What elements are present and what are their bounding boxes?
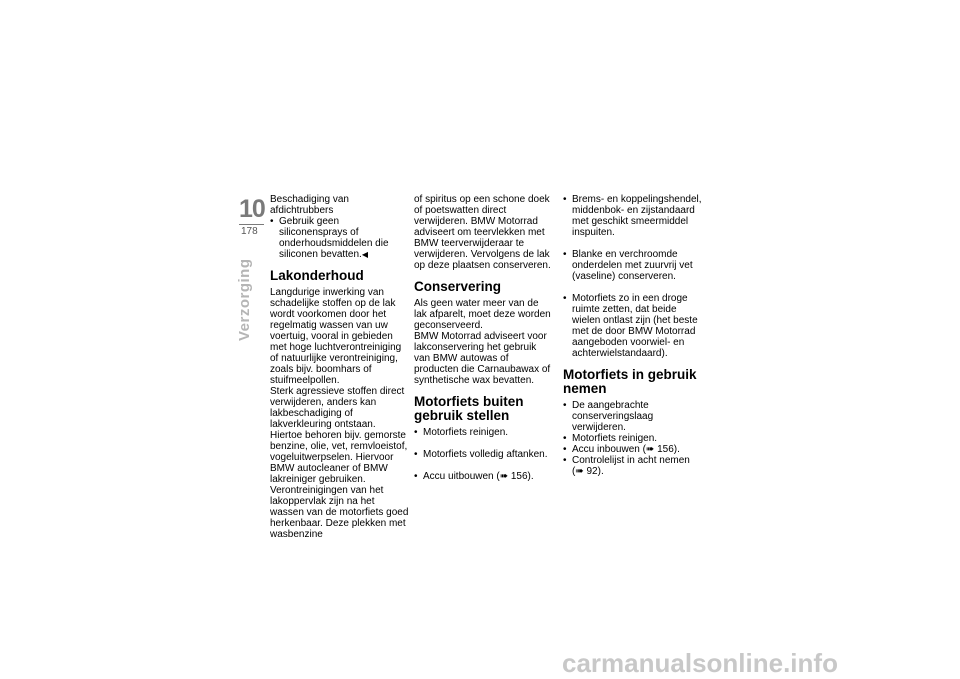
list-item: • Accu inbouwen (➠ 156). (563, 444, 703, 455)
heading-lakonderhoud: Lakonderhoud (270, 268, 364, 283)
list-item: • De aangebrachte conserveringslaag verwijderen. (563, 400, 703, 433)
bullet-list (414, 427, 554, 482)
paragraph: BMW Motorrad adviseert voor lakconservering het gebruik van BMW autowas of producten die Carnaubawax of synthetische wax bevatten. (414, 331, 551, 386)
heading-buiten-gebruik: Motorfiets buiten gebruik stellen (414, 394, 524, 423)
list-item: • Accu uitbouwen (➠ 156). (414, 471, 554, 482)
intro-text: Beschadiging van afdichtrubbers (270, 194, 349, 216)
section-label: Verzorging (236, 258, 253, 341)
chapter-number: 10 (239, 195, 265, 223)
paragraph: Sterk agressieve stoffen direct verwijderen, anders kan lakbeschadiging of lakverkleuring ontstaan. Hiertoe behoren bijv. gemorste benzine, olie, vet, remvloeistof, vogeluitwerpselen. Hiervoor BMW autocleaner of BMW lakreiniger gebruiken. (270, 386, 408, 485)
list-item: • Brems- en koppelingshendel, middenbok- en zijstandaard met geschikt smeermiddel inspuiten. (563, 194, 703, 238)
page-number: 178 (241, 226, 258, 237)
bullet-list (563, 400, 703, 477)
list-item: • Motorfiets reinigen. (563, 433, 703, 444)
column-2 (414, 194, 554, 493)
paragraph: of spiritus op een schone doek of poetswatten direct verwijderen. BMW Motorrad adviseert om teervlekken met BMW teerverwijderaar te verwijderen. Vervolgens de lak op deze plaatsen conserveren. (414, 194, 551, 271)
heading-conservering: Conservering (414, 279, 502, 294)
list-item (270, 216, 410, 260)
chapter-divider (239, 224, 264, 225)
heading-in-gebruik-nemen: Motorfiets in gebruik nemen (563, 367, 697, 396)
watermark-text: carmanualsonline.info (562, 648, 838, 678)
column-3 (563, 194, 703, 477)
end-mark-icon: ◀ (361, 250, 368, 259)
list-item-text: Gebruik geen siliconensprays of onderhoudsmiddelen die siliconen bevatten. (279, 216, 389, 260)
list-item: • Motorfiets zo in een droge ruimte zetten, dat beide wielen ontlast zijn (het beste met de door BMW Motorrad aangeboden voorwiel- en achterwielstandaard). (563, 293, 703, 359)
list-item: • Controlelijst in acht nemen (➠ 92). (563, 455, 703, 477)
paragraph: Als geen water meer van de lak afparelt, moet deze worden geconserveerd. (414, 298, 551, 331)
bullet-list (563, 194, 703, 359)
list-item: • Motorfiets reinigen. (414, 427, 554, 438)
column-1 (270, 194, 410, 540)
paragraph: Verontreinigingen van het lakoppervlak zijn na het wassen van de motorfiets goed herkenbaar. Deze plekken met wasbenzine (270, 485, 409, 540)
paragraph: Langdurige inwerking van schadelijke stoffen op de lak wordt voorkomen door het regelmatig wassen van uw voertuig, vooral in gebieden met hoge luchtverontreiniging of natuurlijke verontreiniging, zoals bijv. boomhars of stuifmeelpollen. (270, 287, 402, 386)
list-item: • Motorfiets volledig aftanken. (414, 449, 554, 460)
bullet-list (270, 216, 410, 260)
list-item: • Blanke en verchroomde onderdelen met zuurvrij vet (vaseline) conserveren. (563, 249, 703, 282)
